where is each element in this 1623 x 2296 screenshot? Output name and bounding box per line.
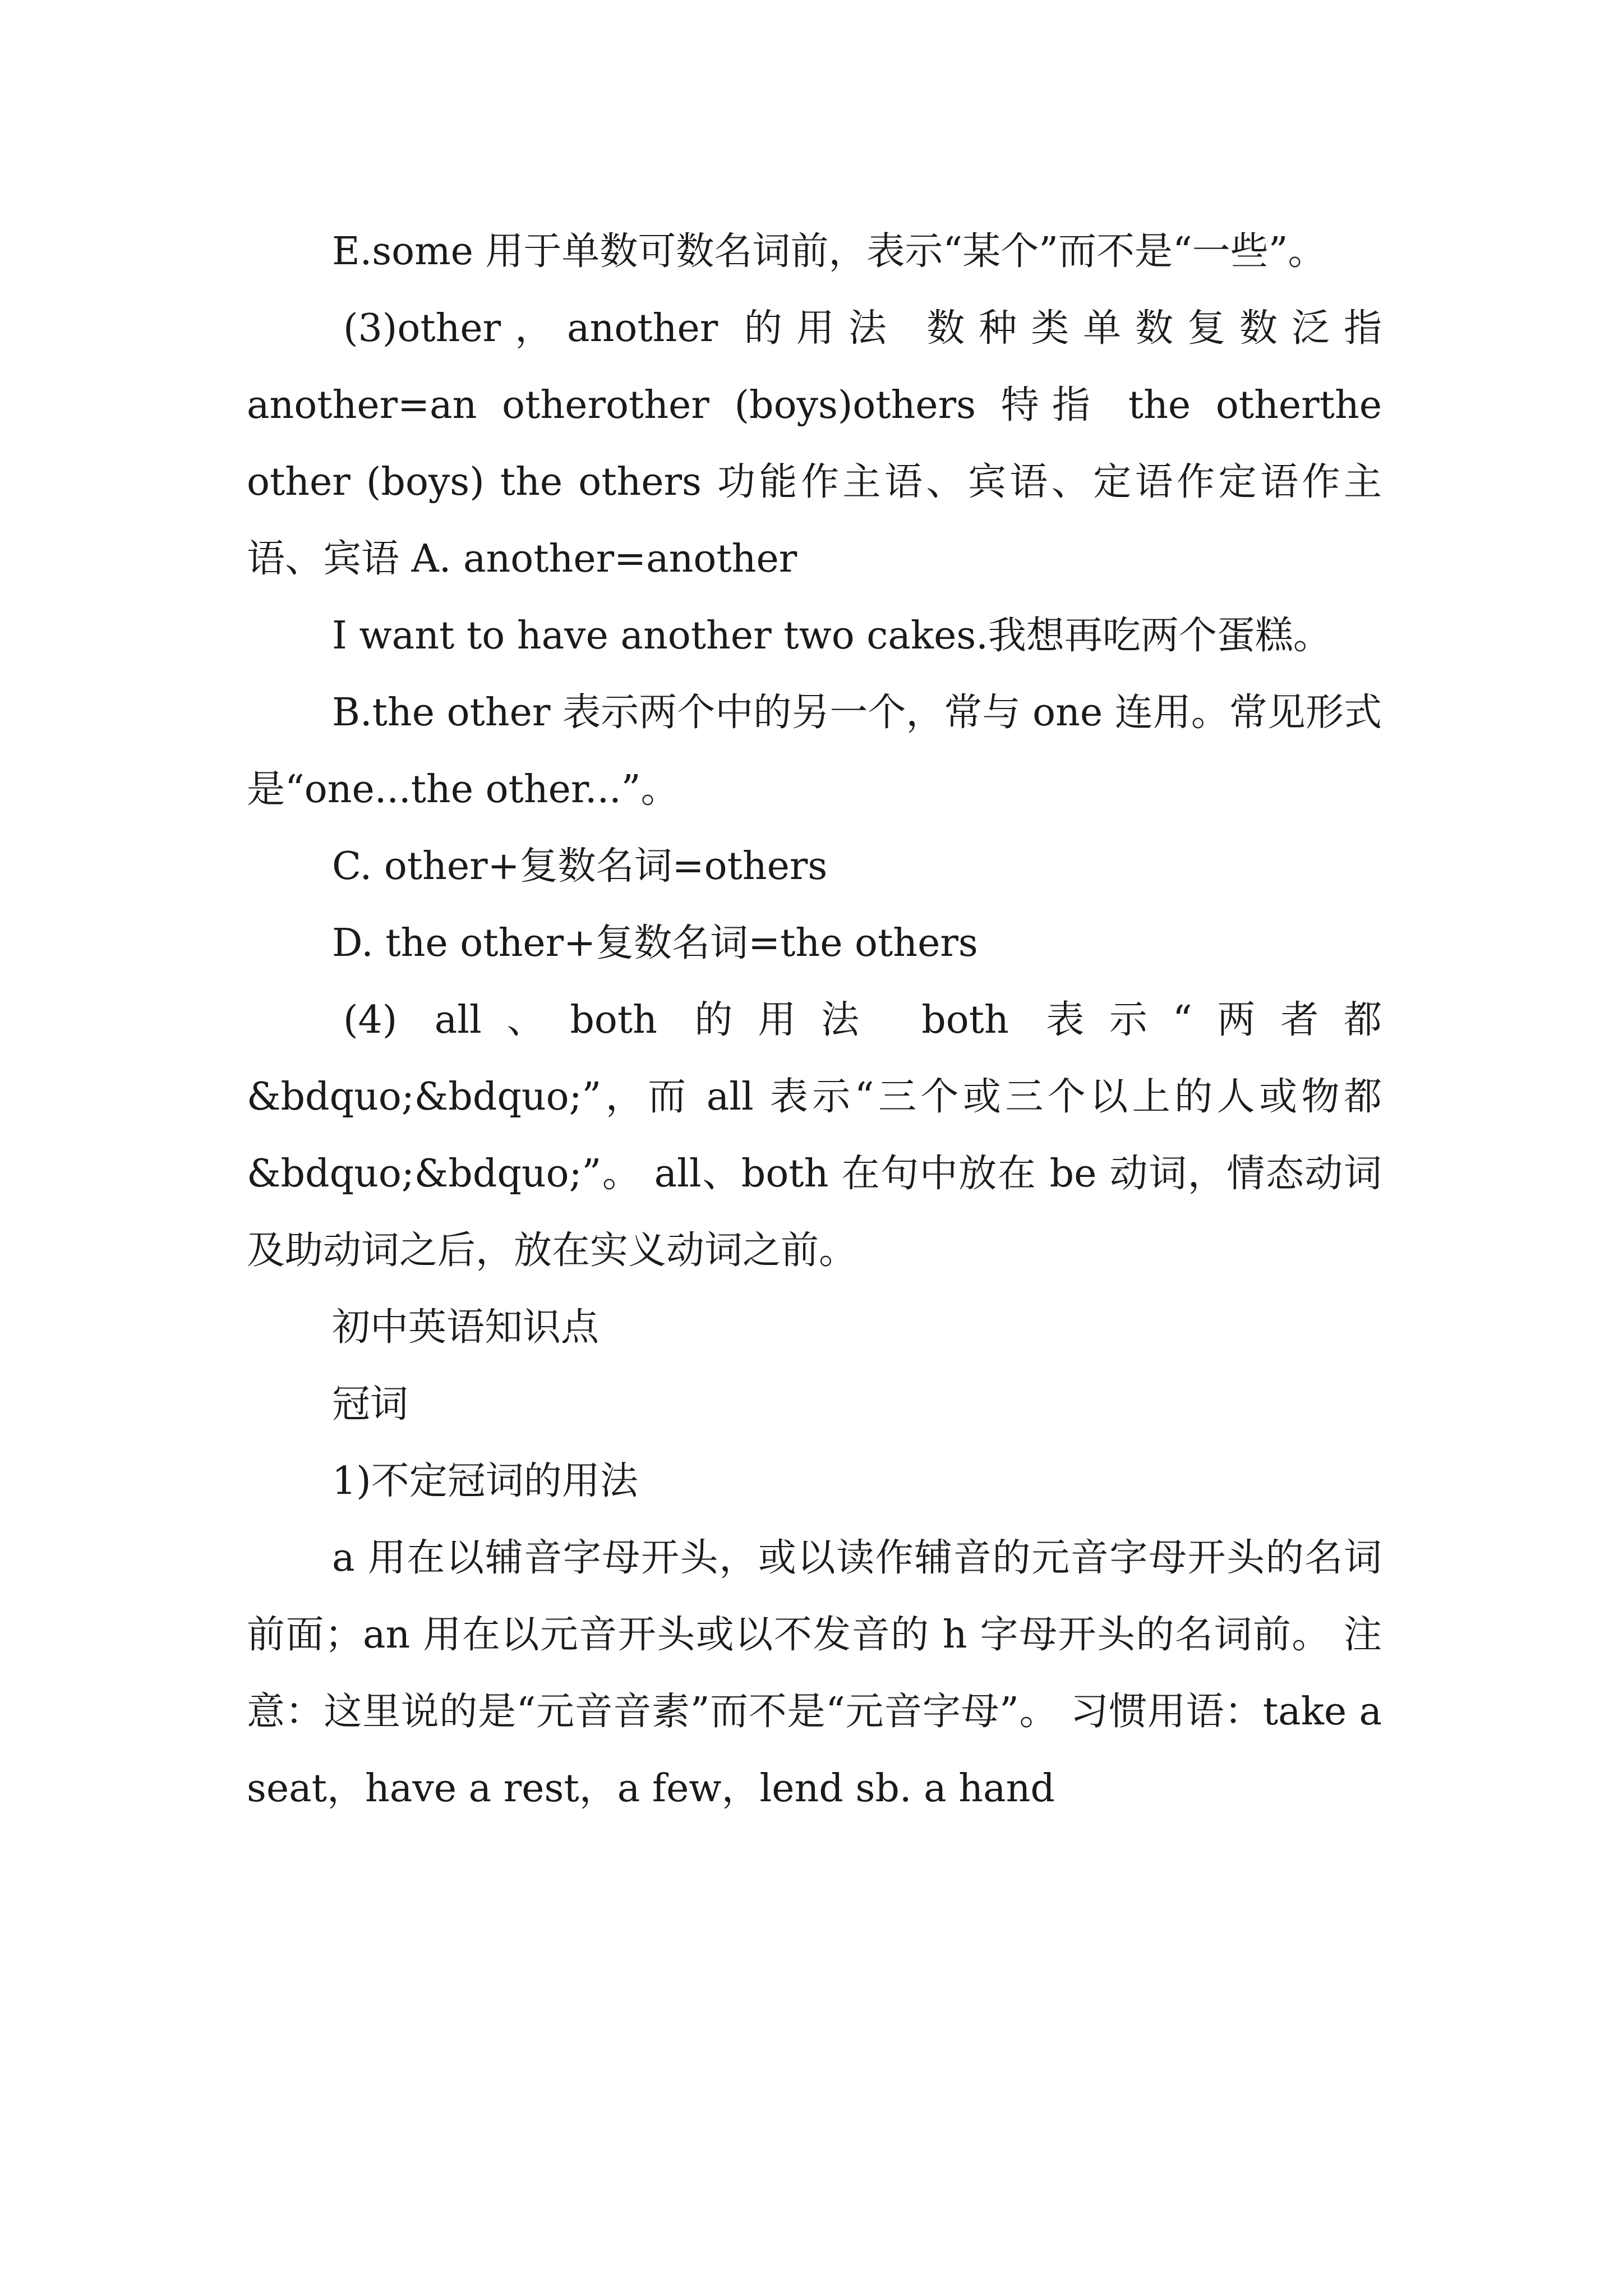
paragraph-example-sentence: I want to have another two cakes.我想再吃两个蛋糕。: [332, 614, 1331, 658]
paragraph-a-an-usage: a 用在以辅音字母开头，或以读作辅音的元音字母开头的名词前面；an 用在以元音开头或以不发音的 h 字母开头的名词前。 注意：这里说的是“元音音素”而不是“元音字母”。 习惯用语：take a seat，have a rest，a few，lend sb. a hand: [247, 1536, 1382, 1811]
paragraph-the-others: D. the other+复数名词=the others: [332, 921, 978, 965]
paragraph-others: C. other+复数名词=others: [332, 844, 828, 889]
paragraph-the-other: B.the other 表示两个中的另一个，常与 one 连用。常见形式是“one...the other...”。: [247, 691, 1382, 812]
paragraph-all-both-usage: (4) all、both 的用法 both 表示“两者都&bdquo;&bdquo;”，而 all 表示“三个或三个以上的人或物都&bdquo;&bdquo;”。 all、both 在句中放在 be 动词，情态动词及助动词之后，放在实义动词之前。: [247, 998, 1382, 1273]
document-body: [247, 213, 1382, 1827]
subheading-indefinite-article: 1)不定冠词的用法: [332, 1459, 638, 1503]
section-heading-articles: 冠词: [332, 1382, 409, 1427]
section-heading-knowledge-points: 初中英语知识点: [332, 1305, 600, 1350]
paragraph-other-another-usage: (3)other，another 的用法 数种类单数复数泛指 another=an otherother (boys)others 特指 the otherthe other (boys) the others 功能作主语、宾语、定语作定语作主语、宾语 A. another=another: [247, 306, 1382, 581]
paragraph-some-usage: E.some 用于单数可数名词前，表示“某个”而不是“一些”。: [332, 229, 1326, 274]
